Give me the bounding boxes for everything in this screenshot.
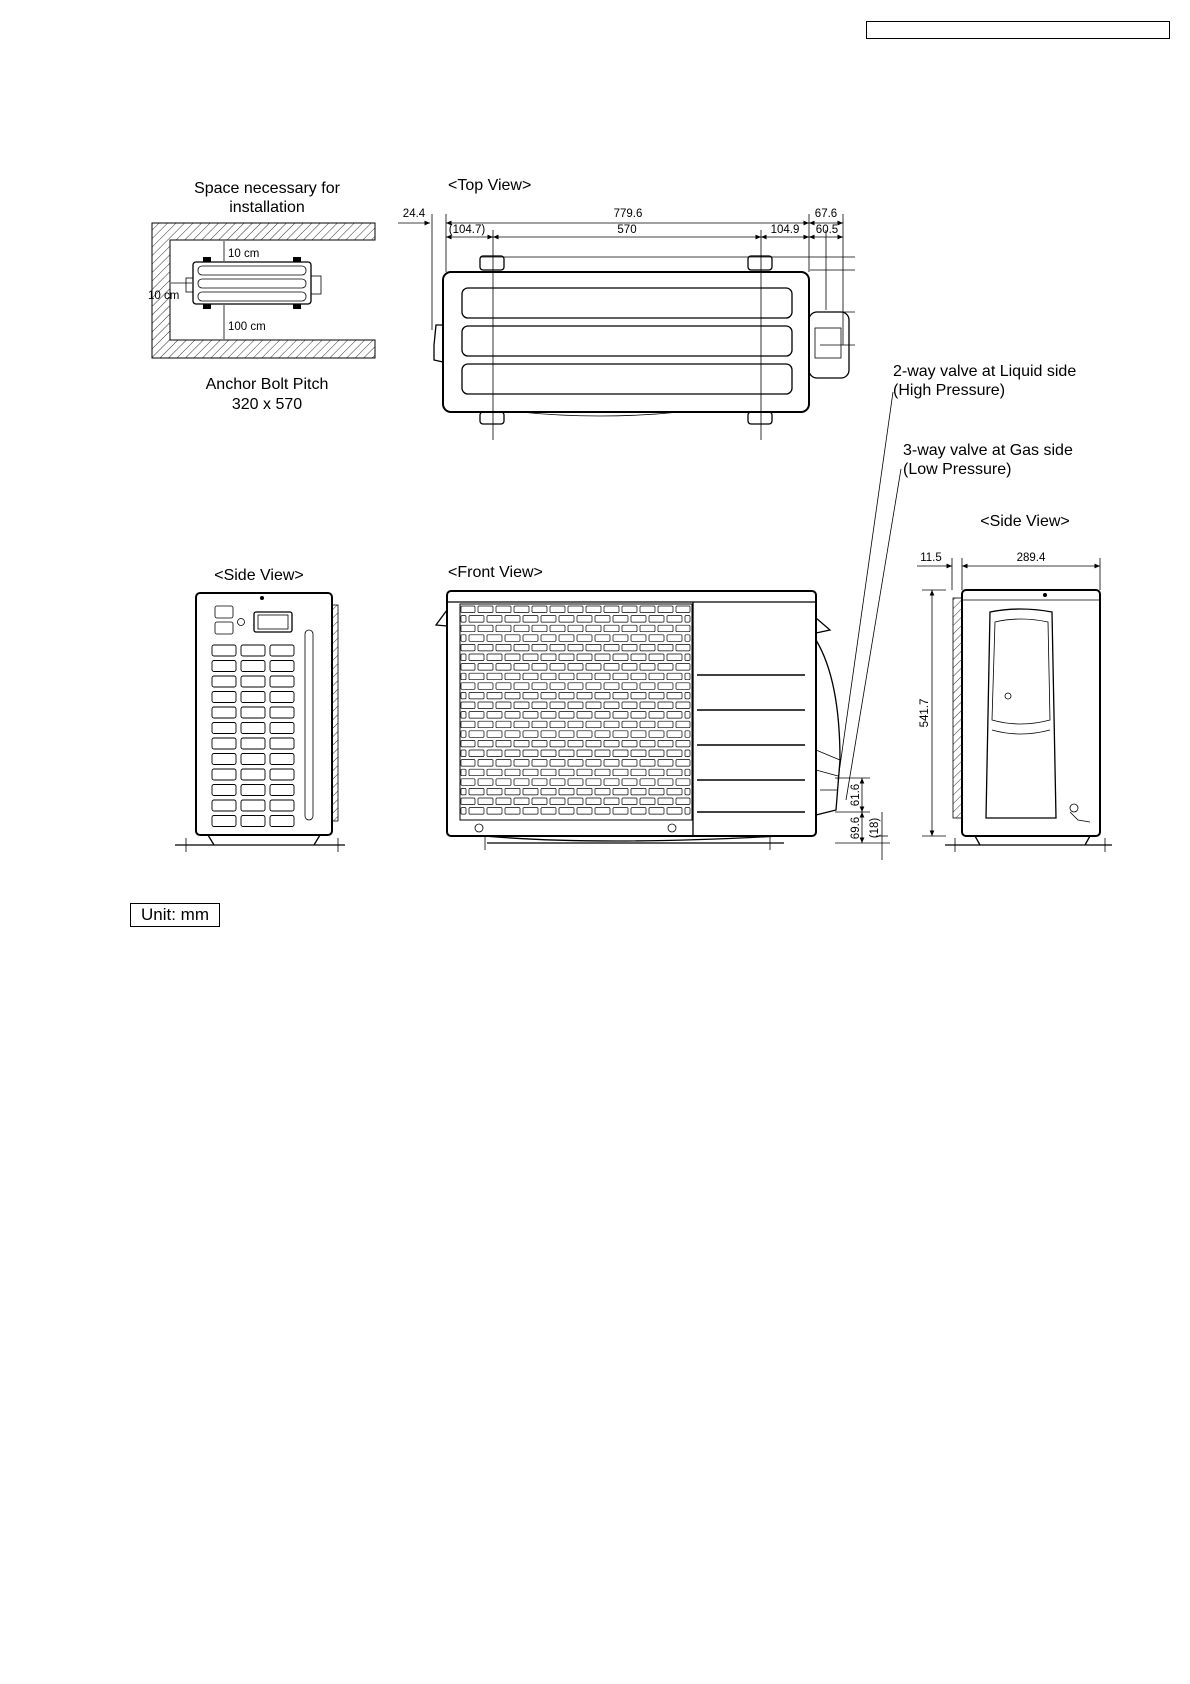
clearance-bottom-label: 100 cm xyxy=(228,321,266,333)
installation-title-line2: installation xyxy=(229,199,305,216)
gas-valve-label-line2: (Low Pressure) xyxy=(903,461,1012,478)
clearance-left-label: 10 cm xyxy=(148,290,180,302)
gas-valve-label-line1: 3-way valve at Gas side xyxy=(903,442,1073,459)
dim-overall-width: 779.6 xyxy=(613,208,643,220)
unit-label: Unit: mm xyxy=(130,903,220,927)
liquid-valve-label-line1: 2-way valve at Liquid side xyxy=(893,363,1077,380)
clearance-top-label: 10 cm xyxy=(228,248,260,260)
top-view-body xyxy=(443,272,809,412)
side-view-right-body xyxy=(962,590,1100,836)
anchor-bolt-value: 320 x 570 xyxy=(231,396,303,413)
dim-depth: 289.4 xyxy=(1016,552,1046,564)
top-view xyxy=(398,177,855,440)
dim-right-bolt: 104.9 xyxy=(770,224,800,236)
side-view-left-title: <Side View> xyxy=(214,567,304,584)
liquid-valve-label-line2: (High Pressure) xyxy=(893,382,1006,399)
dim-valve-height: 61.6 xyxy=(850,783,862,807)
front-view-title: <Front View> xyxy=(448,564,543,581)
wall-hatching xyxy=(152,223,375,358)
side-view-right xyxy=(917,513,1112,852)
installation-space-diagram xyxy=(148,180,375,413)
installation-unit-outline xyxy=(193,262,311,304)
side-view-left-grille xyxy=(212,645,294,827)
side-view-right-title: <Side View> xyxy=(980,513,1070,530)
dim-right-offset-side: 11.5 xyxy=(920,552,942,564)
dim-left-bolt: (104.7) xyxy=(448,224,486,236)
top-view-title: <Top View> xyxy=(448,177,532,194)
dim-right-offset: 67.6 xyxy=(814,208,838,220)
dim-right-inner: 60.5 xyxy=(815,224,839,236)
dim-bolt-pitch: 570 xyxy=(617,224,637,236)
dim-foot-height: (18) xyxy=(869,817,881,839)
installation-title-line1: Space necessary for xyxy=(194,180,340,197)
dim-base-height: 69.6 xyxy=(850,816,862,840)
anchor-bolt-title: Anchor Bolt Pitch xyxy=(205,376,329,393)
dim-height: 541.7 xyxy=(919,698,931,728)
dim-left-offset: 24.4 xyxy=(402,208,426,220)
side-view-left xyxy=(175,567,345,852)
front-view xyxy=(436,564,890,860)
